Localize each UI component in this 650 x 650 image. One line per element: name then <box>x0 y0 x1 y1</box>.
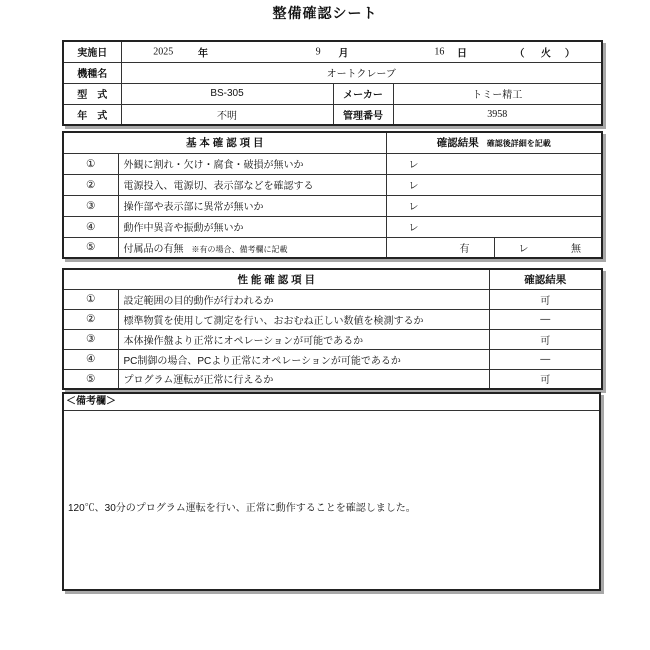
info-row-year <box>63 104 602 125</box>
info-row-model-name <box>63 62 602 83</box>
model-name-value: オートクレーブ <box>121 62 602 83</box>
control-number-label: 管理番号 <box>333 104 393 125</box>
row-number: ⑤ <box>63 369 118 389</box>
row-item: PC制御の場合、PCより正常にオペレーションが可能であるか <box>118 349 489 369</box>
date-paren-open: （ <box>514 48 525 60</box>
performance-row-5 <box>63 369 602 389</box>
accessories-option-no: 無 <box>571 243 581 255</box>
row-result: 可 <box>489 289 602 309</box>
row-number: ② <box>63 174 118 195</box>
date-month: 9 <box>315 46 321 58</box>
row-result: ― <box>489 309 602 329</box>
model-type-label: 型 式 <box>63 83 121 104</box>
row-item: 外観に割れ・欠け・腐食・破損が無いか <box>118 153 386 174</box>
row-number: ⑤ <box>63 237 118 258</box>
row-number: ① <box>63 289 118 309</box>
row-item: 本体操作盤より正常にオペレーションが可能であるか <box>118 329 489 349</box>
row-result: 可 <box>489 329 602 349</box>
basic-header-row <box>63 132 602 153</box>
basic-check-table <box>62 131 603 259</box>
year-type-label: 年 式 <box>63 104 121 125</box>
row-number: ④ <box>63 349 118 369</box>
performance-check-table <box>62 268 603 390</box>
row-item: 設定範囲の目的動作が行われるか <box>118 289 489 309</box>
row-check-result: レ <box>386 216 602 237</box>
row-check-result: レ <box>386 174 602 195</box>
model-type-value: BS-305 <box>121 83 333 104</box>
remarks-box <box>62 392 601 591</box>
basic-row-1 <box>63 153 602 174</box>
remarks-label: ＜備考欄＞ <box>64 394 599 411</box>
info-row-date <box>63 41 602 62</box>
date-day: 16 <box>434 46 445 58</box>
accessories-option-no-cell <box>494 237 602 258</box>
row-item: 動作中異音や振動が無いか <box>118 216 386 237</box>
row-item: 標準物質を使用して測定を行い、おおむね正しい数値を検測するか <box>118 309 489 329</box>
row-number: ② <box>63 309 118 329</box>
date-weekday: 火 <box>540 48 551 60</box>
year-type-value: 不明 <box>121 104 333 125</box>
row-item: 電源投入、電源切、表示部などを確認する <box>118 174 386 195</box>
row-item: 操作部や表示部に異常が無いか <box>118 195 386 216</box>
basic-row-4 <box>63 216 602 237</box>
info-row-model <box>63 83 602 104</box>
basic-result-note: 確認後詳細を記載 <box>486 139 551 149</box>
accessories-item-label: 付属品の有無 <box>123 243 184 255</box>
date-paren-close: ） <box>564 48 575 60</box>
performance-result-header: 確認結果 <box>489 269 602 289</box>
date-day-unit: 日 <box>456 48 467 60</box>
row-result: 可 <box>489 369 602 389</box>
row-result: ― <box>489 349 602 369</box>
performance-header-row <box>63 269 602 289</box>
date-value-cell <box>121 41 602 62</box>
maker-label: メーカー <box>333 83 393 104</box>
basic-items-header: 基 本 確 認 項 目 <box>63 132 386 153</box>
performance-items-header: 性 能 確 認 項 目 <box>63 269 489 289</box>
date-year: 2025 <box>153 46 174 58</box>
performance-row-2 <box>63 309 602 329</box>
basic-row-5 <box>63 237 602 258</box>
performance-row-4 <box>63 349 602 369</box>
row-number: ③ <box>63 329 118 349</box>
maker-value: トミー精工 <box>393 83 602 104</box>
row-number: ③ <box>63 195 118 216</box>
row-item: プログラム運転が正常に行えるか <box>118 369 489 389</box>
row-item <box>118 237 386 258</box>
row-number: ① <box>63 153 118 174</box>
accessories-item-note: ※有の場合、備考欄に記載 <box>191 244 288 254</box>
equipment-info-table <box>62 40 603 126</box>
model-name-label: 機種名 <box>63 62 121 83</box>
accessories-check: レ <box>518 243 529 255</box>
basic-result-title: 確認結果 <box>436 137 479 150</box>
page-title: 整備確認シート <box>272 5 378 21</box>
date-year-unit: 年 <box>198 48 208 60</box>
basic-row-2 <box>63 174 602 195</box>
basic-result-header <box>386 132 602 153</box>
performance-row-1 <box>63 289 602 309</box>
control-number-value: 3958 <box>393 104 602 125</box>
basic-row-3 <box>63 195 602 216</box>
date-month-unit: 月 <box>338 48 349 60</box>
accessories-option-yes: 有 <box>386 237 494 258</box>
date-label: 実施日 <box>63 41 121 62</box>
performance-row-3 <box>63 329 602 349</box>
remarks-text: 120℃、30分のプログラム運転を行い、正常に動作することを確認しました。 <box>68 503 416 514</box>
row-check-result: レ <box>386 153 602 174</box>
row-number: ④ <box>63 216 118 237</box>
row-check-result: レ <box>386 195 602 216</box>
